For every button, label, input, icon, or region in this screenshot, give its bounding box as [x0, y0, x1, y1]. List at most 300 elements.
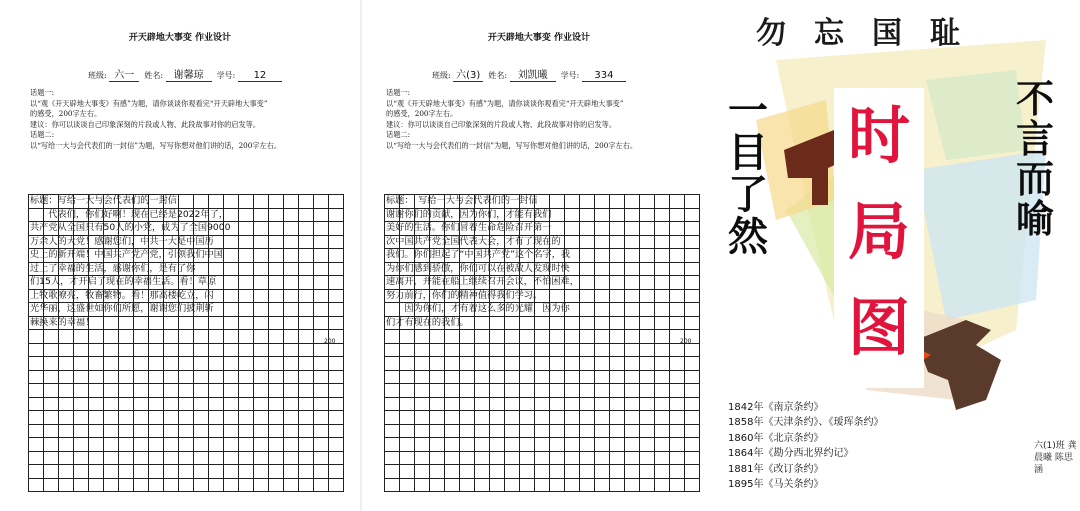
- grid-cell: [580, 479, 595, 493]
- grid-cell: [179, 452, 194, 466]
- grid-cell: [254, 384, 269, 398]
- grid-cell: [239, 357, 254, 371]
- grid-cell: [299, 384, 314, 398]
- grid-cell: [415, 357, 430, 371]
- grid-cell: [194, 330, 209, 344]
- grid-cell: [400, 479, 415, 493]
- grid-cell: [505, 371, 520, 385]
- grid-cell: [179, 371, 194, 385]
- grid-cell: [430, 452, 445, 466]
- grid-cell: [209, 452, 224, 466]
- grid-cell: [685, 465, 700, 479]
- grid-cell: [655, 411, 670, 425]
- grid-cell: [640, 330, 655, 344]
- grid-cell: [550, 384, 565, 398]
- grid-cell: [535, 384, 550, 398]
- grid-cell: [179, 384, 194, 398]
- grid-cell: [164, 411, 179, 425]
- grid-cell: [29, 398, 44, 412]
- grid-cell: [29, 452, 44, 466]
- grid-cell: [224, 344, 239, 358]
- grid-cell: [595, 344, 610, 358]
- student-meta: 班级: 六(3) 姓名: 刘凯曦 学号: 334: [432, 66, 626, 82]
- grid-cell: [269, 438, 284, 452]
- grid-cell: [595, 411, 610, 425]
- grid-row: [385, 330, 700, 344]
- grid-row: [29, 330, 344, 344]
- grid-cell: [610, 330, 625, 344]
- grid-cell: [194, 344, 209, 358]
- grid-cell: [385, 452, 400, 466]
- name-value: 刘凯曦: [510, 66, 556, 82]
- grid-cell: [655, 344, 670, 358]
- grid-cell: [59, 384, 74, 398]
- grid-row: [385, 425, 700, 439]
- grid-cell: [149, 465, 164, 479]
- grid-cell: [74, 479, 89, 493]
- grid-cell: [445, 344, 460, 358]
- treaty-item: 1858年《天津条约》、《瑷珲条约》: [728, 417, 884, 429]
- grid-cell: [550, 465, 565, 479]
- grid-cell: [164, 452, 179, 466]
- grid-cell: [239, 330, 254, 344]
- grid-cell: [44, 479, 59, 493]
- grid-cell: [119, 398, 134, 412]
- grid-cell: [505, 438, 520, 452]
- grid-cell: [329, 398, 344, 412]
- grid-cell: [430, 425, 445, 439]
- grid-cell: [299, 438, 314, 452]
- grid-cell: [119, 425, 134, 439]
- grid-cell: [254, 452, 269, 466]
- grid-cell: [535, 357, 550, 371]
- grid-cell: [610, 344, 625, 358]
- grid-cell: [445, 438, 460, 452]
- grid-cell: [239, 465, 254, 479]
- grid-cell: [475, 425, 490, 439]
- grid-cell: [59, 344, 74, 358]
- grid-cell: [655, 330, 670, 344]
- grid-cell: [284, 411, 299, 425]
- grid-cell: [194, 479, 209, 493]
- grid-cell: [415, 330, 430, 344]
- grid-cell: [29, 438, 44, 452]
- grid-cell: [89, 371, 104, 385]
- grid-cell: [565, 479, 580, 493]
- grid-cell: [685, 398, 700, 412]
- grid-cell: [119, 452, 134, 466]
- grid-cell: [580, 438, 595, 452]
- grid-cell: [550, 344, 565, 358]
- grid-cell: [59, 411, 74, 425]
- grid-cell: [329, 425, 344, 439]
- grid-cell: [44, 357, 59, 371]
- grid-cell: [59, 330, 74, 344]
- word-count-200: 200: [680, 338, 692, 345]
- grid-cell: [89, 411, 104, 425]
- grid-cell: [625, 411, 640, 425]
- grid-cell: [475, 384, 490, 398]
- essay-text: 标题：写给一大与会代表们的一封信 代表们，你们好啊！现在已经是2022年了， 共产党从全国只有50人的小党，成为了全国9000 万余人的大党！感谢您们，中共一大是中国历 史上的新开端！中国共产党产党，引领我们中国 过上了幸福的生活，感谢你们，是有了你 们15人，才开启了现在的幸福生活。看！草原 上牧歌嘹亮，牧畜繁物。看！那高楼屹立，闪 光华丽，这盛世如你们所愿，谢谢您们披荆斩 棘换来的幸福！: [30, 195, 231, 328]
- grid-cell: [445, 425, 460, 439]
- grid-cell: [254, 479, 269, 493]
- grid-cell: [505, 479, 520, 493]
- grid-cell: [670, 384, 685, 398]
- grid-cell: [520, 465, 535, 479]
- grid-cell: [595, 330, 610, 344]
- grid-cell: [655, 371, 670, 385]
- grid-cell: [670, 479, 685, 493]
- grid-cell: [445, 411, 460, 425]
- grid-cell: [670, 465, 685, 479]
- grid-cell: [194, 384, 209, 398]
- grid-cell: [685, 438, 700, 452]
- grid-cell: [329, 452, 344, 466]
- treaty-item: 1842年《南京条约》: [728, 402, 824, 413]
- left-vertical-slogan: 一目了然: [728, 88, 768, 260]
- grid-row: [385, 344, 700, 358]
- grid-cell: [74, 371, 89, 385]
- grid-cell: [239, 344, 254, 358]
- grid-cell: [400, 411, 415, 425]
- grid-cell: [520, 384, 535, 398]
- grid-row: [29, 344, 344, 358]
- grid-cell: [475, 371, 490, 385]
- grid-cell: [299, 411, 314, 425]
- grid-cell: [550, 452, 565, 466]
- grid-cell: [655, 479, 670, 493]
- grid-cell: [104, 465, 119, 479]
- grid-cell: [640, 452, 655, 466]
- grid-cell: [580, 371, 595, 385]
- grid-cell: [670, 357, 685, 371]
- grid-cell: [284, 438, 299, 452]
- grid-cell: [505, 398, 520, 412]
- grid-row: [385, 371, 700, 385]
- grid-cell: [299, 330, 314, 344]
- grid-cell: [134, 465, 149, 479]
- grid-cell: [134, 452, 149, 466]
- grid-cell: [89, 384, 104, 398]
- grid-cell: [209, 438, 224, 452]
- student-meta: 班级: 六一 姓名: 谢馨琼 学号: 12: [88, 66, 282, 82]
- grid-cell: [74, 438, 89, 452]
- grid-cell: [625, 465, 640, 479]
- grid-cell: [550, 330, 565, 344]
- grid-cell: [44, 452, 59, 466]
- grid-cell: [89, 452, 104, 466]
- grid-cell: [580, 425, 595, 439]
- grid-cell: [149, 357, 164, 371]
- grid-cell: [565, 425, 580, 439]
- grid-cell: [415, 465, 430, 479]
- grid-cell: [269, 384, 284, 398]
- grid-cell: [314, 452, 329, 466]
- grid-cell: [580, 384, 595, 398]
- grid-cell: [550, 411, 565, 425]
- grid-cell: [685, 411, 700, 425]
- grid-cell: [415, 371, 430, 385]
- grid-cell: [254, 425, 269, 439]
- grid-cell: [314, 465, 329, 479]
- grid-cell: [119, 465, 134, 479]
- grid-cell: [149, 479, 164, 493]
- grid-row: [385, 438, 700, 452]
- grid-cell: [400, 425, 415, 439]
- grid-row: [385, 357, 700, 371]
- grid-cell: [119, 479, 134, 493]
- grid-cell: [209, 384, 224, 398]
- grid-cell: [385, 425, 400, 439]
- grid-cell: [685, 357, 700, 371]
- grid-cell: [104, 398, 119, 412]
- grid-cell: [385, 384, 400, 398]
- grid-cell: [655, 452, 670, 466]
- grid-cell: [520, 452, 535, 466]
- grid-cell: [580, 465, 595, 479]
- grid-cell: [164, 425, 179, 439]
- grid-cell: [505, 384, 520, 398]
- grid-cell: [430, 479, 445, 493]
- grid-cell: [224, 479, 239, 493]
- grid-cell: [415, 479, 430, 493]
- grid-cell: [625, 357, 640, 371]
- grid-cell: [224, 384, 239, 398]
- grid-cell: [329, 384, 344, 398]
- grid-row: [29, 384, 344, 398]
- grid-cell: [239, 398, 254, 412]
- grid-cell: [164, 479, 179, 493]
- grid-cell: [89, 438, 104, 452]
- grid-cell: [74, 398, 89, 412]
- grid-cell: [460, 330, 475, 344]
- grid-cell: [254, 344, 269, 358]
- grid-cell: [640, 411, 655, 425]
- grid-cell: [104, 344, 119, 358]
- grid-cell: [520, 411, 535, 425]
- grid-cell: [194, 425, 209, 439]
- grid-cell: [475, 465, 490, 479]
- grid-cell: [254, 465, 269, 479]
- grid-cell: [655, 425, 670, 439]
- grid-cell: [224, 425, 239, 439]
- grid-cell: [329, 411, 344, 425]
- grid-cell: [119, 411, 134, 425]
- grid-cell: [385, 357, 400, 371]
- grid-cell: [89, 357, 104, 371]
- grid-cell: [400, 344, 415, 358]
- grid-cell: [239, 411, 254, 425]
- grid-cell: [269, 344, 284, 358]
- grid-cell: [224, 330, 239, 344]
- grid-cell: [520, 371, 535, 385]
- grid-cell: [254, 371, 269, 385]
- grid-cell: [224, 371, 239, 385]
- grid-cell: [299, 452, 314, 466]
- grid-cell: [179, 357, 194, 371]
- grid-cell: [134, 438, 149, 452]
- grid-cell: [89, 344, 104, 358]
- grid-cell: [565, 465, 580, 479]
- grid-cell: [610, 452, 625, 466]
- grid-cell: [595, 479, 610, 493]
- grid-cell: [625, 438, 640, 452]
- grid-cell: [445, 384, 460, 398]
- grid-cell: [59, 465, 74, 479]
- grid-cell: [89, 398, 104, 412]
- grid-cell: [269, 371, 284, 385]
- grid-cell: [535, 479, 550, 493]
- grid-cell: [535, 465, 550, 479]
- grid-cell: [550, 438, 565, 452]
- grid-cell: [445, 371, 460, 385]
- grid-cell: [89, 479, 104, 493]
- grid-cell: [179, 425, 194, 439]
- grid-cell: [580, 357, 595, 371]
- grid-cell: [284, 465, 299, 479]
- grid-cell: [565, 357, 580, 371]
- grid-cell: [179, 398, 194, 412]
- grid-cell: [59, 357, 74, 371]
- word-count-200: 200: [324, 338, 336, 345]
- grid-cell: [239, 452, 254, 466]
- grid-cell: [520, 398, 535, 412]
- grid-row: [385, 384, 700, 398]
- grid-cell: [535, 398, 550, 412]
- grid-row: [29, 357, 344, 371]
- worksheet-left: [0, 0, 360, 511]
- grid-cell: [640, 344, 655, 358]
- grid-cell: [104, 479, 119, 493]
- grid-cell: [149, 438, 164, 452]
- grid-cell: [59, 425, 74, 439]
- grid-cell: [430, 384, 445, 398]
- poster-center-title: 时局图: [834, 88, 924, 388]
- grid-cell: [149, 398, 164, 412]
- grid-cell: [595, 371, 610, 385]
- grid-cell: [475, 438, 490, 452]
- grid-cell: [329, 465, 344, 479]
- grid-cell: [565, 411, 580, 425]
- grid-cell: [104, 411, 119, 425]
- grid-cell: [625, 452, 640, 466]
- grid-row: [385, 398, 700, 412]
- grid-cell: [119, 344, 134, 358]
- grid-cell: [415, 411, 430, 425]
- grid-cell: [314, 357, 329, 371]
- grid-cell: [104, 384, 119, 398]
- grid-cell: [490, 384, 505, 398]
- grid-cell: [209, 344, 224, 358]
- grid-cell: [460, 398, 475, 412]
- grid-cell: [284, 371, 299, 385]
- grid-cell: [284, 479, 299, 493]
- grid-cell: [254, 438, 269, 452]
- grid-cell: [415, 384, 430, 398]
- grid-cell: [44, 465, 59, 479]
- grid-cell: [74, 330, 89, 344]
- id-value: 334: [582, 70, 626, 82]
- grid-cell: [385, 465, 400, 479]
- grid-cell: [44, 425, 59, 439]
- grid-cell: [415, 438, 430, 452]
- grid-cell: [284, 384, 299, 398]
- grid-cell: [610, 425, 625, 439]
- grid-cell: [670, 398, 685, 412]
- grid-cell: [535, 344, 550, 358]
- grid-cell: [490, 411, 505, 425]
- grid-cell: [640, 384, 655, 398]
- grid-cell: [415, 452, 430, 466]
- grid-cell: [580, 398, 595, 412]
- grid-cell: [314, 398, 329, 412]
- grid-cell: [89, 425, 104, 439]
- grid-cell: [625, 384, 640, 398]
- grid-cell: [460, 384, 475, 398]
- grid-cell: [550, 398, 565, 412]
- grid-cell: [430, 398, 445, 412]
- grid-cell: [44, 330, 59, 344]
- grid-cell: [490, 438, 505, 452]
- grid-cell: [625, 330, 640, 344]
- grid-cell: [149, 411, 164, 425]
- grid-cell: [29, 465, 44, 479]
- grid-cell: [400, 384, 415, 398]
- instructions: 话题一: 以“观《开天辟地大事变》有感”为题，请你谈谈你观看完“开天辟地大事变” 的感受，200字左右。 建议：你可以谈谈自己印象深刻的片段或人物、此段故事对你的启发等。 话题二: 以“写给一大与会代表们的一封信”为题，写写你想对他们讲的话，200字左右。: [30, 88, 282, 150]
- grid-cell: [520, 330, 535, 344]
- grid-cell: [595, 384, 610, 398]
- grid-cell: [685, 371, 700, 385]
- grid-cell: [224, 452, 239, 466]
- grid-cell: [299, 425, 314, 439]
- grid-cell: [595, 357, 610, 371]
- grid-cell: [475, 344, 490, 358]
- grid-cell: [149, 384, 164, 398]
- grid-cell: [460, 411, 475, 425]
- grid-cell: [520, 357, 535, 371]
- grid-cell: [194, 438, 209, 452]
- grid-cell: [430, 411, 445, 425]
- treaty-item: 1864年《勘分西北界约记》: [728, 448, 854, 460]
- grid-cell: [430, 344, 445, 358]
- grid-cell: [209, 371, 224, 385]
- grid-cell: [670, 411, 685, 425]
- grid-row: [29, 398, 344, 412]
- grid-cell: [520, 479, 535, 493]
- grid-cell: [194, 357, 209, 371]
- grid-cell: [299, 479, 314, 493]
- grid-cell: [44, 438, 59, 452]
- grid-cell: [385, 411, 400, 425]
- grid-cell: [119, 371, 134, 385]
- grid-cell: [269, 411, 284, 425]
- grid-cell: [565, 398, 580, 412]
- grid-cell: [460, 357, 475, 371]
- grid-cell: [640, 438, 655, 452]
- grid-cell: [164, 357, 179, 371]
- grid-cell: [565, 438, 580, 452]
- treaty-item: 1860年《北京条约》: [728, 432, 824, 444]
- treaty-item: 1895年《马关条约》: [728, 479, 824, 491]
- grid-cell: [74, 344, 89, 358]
- grid-cell: [179, 411, 194, 425]
- grid-cell: [415, 398, 430, 412]
- grid-cell: [44, 344, 59, 358]
- grid-cell: [460, 425, 475, 439]
- grid-cell: [625, 398, 640, 412]
- grid-cell: [254, 411, 269, 425]
- poster-signature: 六(1)班 龚晨曦 陈思涵: [1034, 441, 1077, 475]
